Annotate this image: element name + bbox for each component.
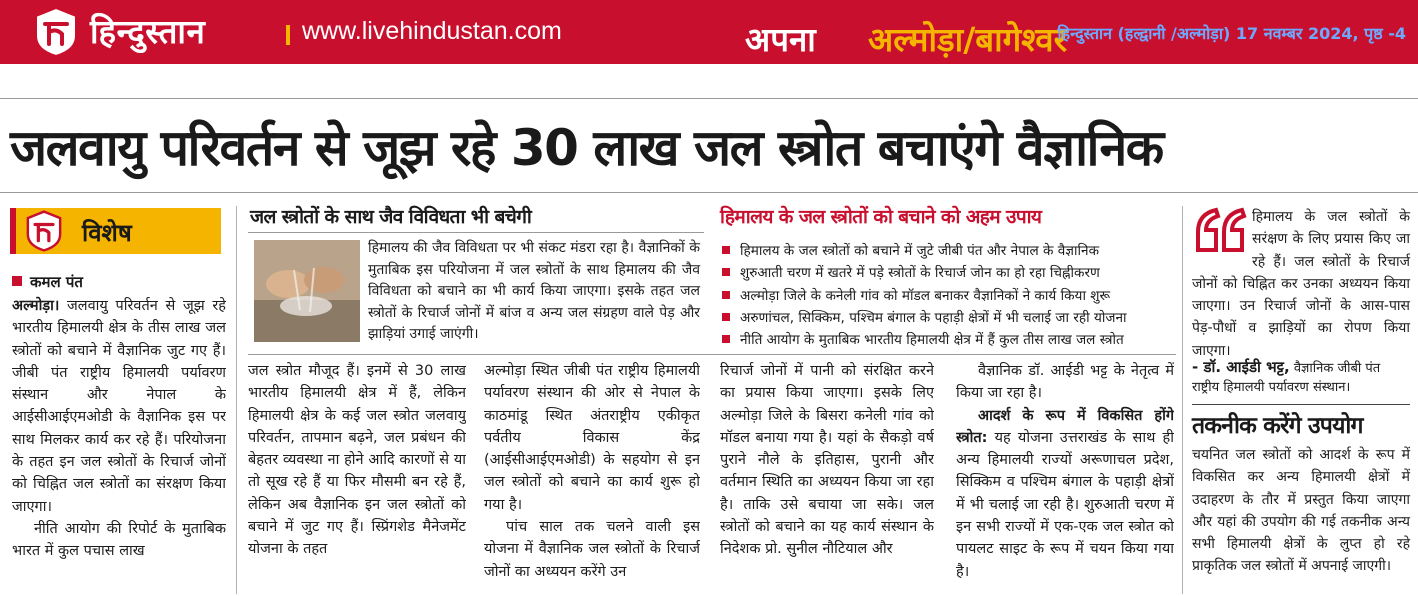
edition-name: अल्मोड़ा/बागेश्वर xyxy=(868,20,1068,59)
website-url[interactable]: www.livehindustan.com xyxy=(302,17,562,45)
column-3-text: अल्मोड़ा स्थित जीबी पंत राष्ट्रीय हिमालयी पर्यावरण संस्थान की ओर से नेपाल के काठमांडू स्थित अंतराष्ट्रीय एकीकृत पर्वतीय विकास केंद्र (आईसीआईएमओडी) के सहयोग से इन जल स्त्रोतों को बचाने का कार्य शुरू हो गया है। xyxy=(484,363,700,513)
author-name: कमल पंत xyxy=(30,273,83,291)
list-item: हिमालय के जल स्त्रोतों को बचाने में जुटे जीबी पंत और नेपाल के वैज्ञानिक xyxy=(722,240,1174,262)
list-item: नीति आयोग के मुताबिक भारतीय हिमालयी क्षेत्र में हैं कुल तीस लाख जल स्त्रोत xyxy=(722,329,1174,351)
newspaper-name: हिन्दुस्तान xyxy=(90,12,206,51)
column-divider xyxy=(1182,206,1183,594)
technology-text: चयनित जल स्त्रोतों को आदर्श के रूप में विकसित कर अन्य हिमालयी क्षेत्रों में उदाहरण के तौर में प्रस्तुत किया जाएगा और यहां की उपयोग की गई तकनीक अन्य सभी हिमालयी क्षेत्रों के लुप्त हो रहे प्राकृतिक जल स्त्रोतों में अपनाई जाएगी। xyxy=(1192,447,1410,575)
column-3-text-2: पांच साल तक चलने वाली इस योजना में वैज्ञानिक जल स्त्रोतों के रिचार्ज जोनों का अध्ययन करेंगे उन xyxy=(484,519,700,580)
column-5-subhead: आदर्श के रूप में विकसित होंगे स्त्रोत: xyxy=(956,407,1174,446)
special-badge xyxy=(10,208,221,254)
quote-rule xyxy=(1192,404,1410,405)
top-rule xyxy=(0,98,1418,99)
hindustan-logo-icon xyxy=(24,210,64,252)
badge-label: विशेष xyxy=(82,219,132,247)
list-item: अल्मोड़ा जिले के कनेली गांव को मॉडल बनाकर वैज्ञानिकों ने कार्य किया शुरू xyxy=(722,285,1174,307)
list-item: अरुणांचल, सिक्किम, पश्चिम बंगाल के पहाड़ी क्षेत्रों में भी चलाई जा रही योजना xyxy=(722,307,1174,329)
square-bullet-icon xyxy=(722,335,730,343)
square-bullet-icon xyxy=(722,268,730,276)
dateline-place: अल्मोड़ा। xyxy=(12,298,60,314)
article-column-1 xyxy=(12,295,226,593)
main-headline: जलवायु परिवर्तन से जूझ रहे 30 लाख जल स्त्रोत बचाएंगे वैज्ञानिक xyxy=(10,119,1163,177)
box-rule xyxy=(248,232,704,233)
badge-accent xyxy=(10,208,16,254)
article-column-2: जल स्त्रोत मौजूद हैं। इनमें से 30 लाख भारतीय हिमालयी क्षेत्र में हैं, लेकिन हिमालयी क्षेत्र के कई जल स्त्रोत जलवायु परिवर्तन, तापमान बढ़ने, जल प्रबंधन की बेहतर व्यवस्था ना होने आदि कारणों से या तो सूख रहे हैं या फिर मौसमी बन रहे हैं, लेकिन अब वैज्ञानिक इन जल स्त्रोतों को बचाने में जुट गए हैं। स्प्रिंगशेड मैनेजमेंट योजना के तहत xyxy=(248,363,466,558)
measures-list xyxy=(722,240,1174,351)
measures-box-title: हिमालय के जल स्त्रोतों को बचाने को अहम उपाय xyxy=(720,206,1042,228)
quote-designation: वैज्ञानिक जीबी पंत राष्ट्रीय हिमालयी पर्यावरण संस्थान। xyxy=(1192,361,1381,395)
square-bullet-icon xyxy=(722,246,730,254)
hindustan-logo-icon xyxy=(32,6,80,58)
masthead-divider xyxy=(286,25,290,45)
article-column-3 xyxy=(484,360,700,592)
water-hands-photo xyxy=(254,240,360,342)
list-item: शुरुआती चरण में खतरे में पड़े स्त्रोतों के रिचार्ज जोन का हो रहा चिह्नीकरण xyxy=(722,262,1174,284)
square-bullet-icon xyxy=(12,276,22,286)
column-divider xyxy=(236,206,237,594)
quote-text: हिमालय के जल स्त्रोतों के सरंक्षण के लिए प्रयास किए जा रहे हैं। जल स्त्रोतों के रिचार्ज जोनों को चिह्नित कर उनका अध्ययन किया जाएगा। उन रिचार्ज जोनों के आस-पास पेड़-पौधों व झाड़ियों का रोपण किया जाएगा। xyxy=(1192,209,1410,359)
technology-title: तकनीक करेंगे उपयोग xyxy=(1192,413,1363,439)
column-5-text: वैज्ञानिक डॉ. आईडी भट्ट के नेतृत्व में किया जा रहा है। xyxy=(956,363,1174,402)
dateline: हिन्दुस्तान (हल्द्वानी /अल्मोड़ा) 17 नवम्बर 2024, पृष्ठ -4 xyxy=(1057,24,1406,43)
quote-mark-icon xyxy=(1192,206,1252,254)
edition-prefix: अपना xyxy=(745,20,816,59)
biodiversity-box-title: जल स्त्रोतों के साथ जैव विविधता भी बचेगी xyxy=(250,206,532,228)
square-bullet-icon xyxy=(722,291,730,299)
article-column-5 xyxy=(956,360,1174,592)
quote-box xyxy=(1192,206,1410,362)
sidebar-bottom-rule xyxy=(248,354,1176,355)
biodiversity-box-text: हिमालय की जैव विविधता पर भी संकट मंडरा रहा है। वैज्ञानिकों के मुताबिक इस परियोजना में जल स्त्रोतों के साथ हिमालय की जैव विविधता को बचाने का भी कार्य किया जाएगा। इसके तहत जल स्त्रोतों के रिचार्ज जोनों में बांज व अन्य जल संग्रहण वाले पेड़ और झाड़ियां उगाई जाएंगी। xyxy=(368,240,700,342)
masthead xyxy=(0,0,1418,64)
quote-attribution xyxy=(1192,358,1410,397)
square-bullet-icon xyxy=(722,313,730,321)
quote-author: - डॉ. आईडी भट्ट, xyxy=(1192,358,1290,376)
column-1-text: जलवायु परिवर्तन से जूझ रहे भारतीय हिमालयी क्षेत्र के तीस लाख जल स्त्रोतों को बचाने में वैज्ञानिक जुट गए हैं। जीबी पंत राष्ट्रीय हिमालयी पर्यावरण संस्थान और नेपाल के आईसीआईएमओडी के वैज्ञानिक इस पर साथ मिलकर कार्य कर रहे हैं। परियोजना के तहत इन जल स्त्रोतों के रिचार्ज जोनों को चिह्नित जल स्त्रोतों का संरक्षण किया जाएगा। xyxy=(12,298,226,515)
article-column-4: रिचार्ज जोनों में पानी को संरक्षित करने का प्रयास किया जाएगा। इसके लिए अल्मोड़ा जिले के बिसरा कनेली गांव को मॉडल बनाया गया है। यहां के सैकड़ो वर्ष पुराने नौले के इतिहास, पुरानी और वर्तमान स्थिति का अध्ययन किया जा रहा है। ताकि उसे बचाया जा सके। जल स्त्रोतों को बचाने का यह कार्य संस्थान के निदेशक प्रो. सुनील नौटियाल और xyxy=(720,363,934,558)
column-5-text-2: यह योजना उत्तराखंड के साथ ही अन्य हिमालयी राज्यों अरूणाचल प्रदेश, सिक्किम व पश्चिम बंगाल के पहाड़ी क्षेत्रों में भी चलाई जा रही है। शुरुआती चरण में इन सभी राज्यों में एक-एक जल स्त्रोत को पायलट साइट के रूप में चयन किया गया है। xyxy=(956,429,1174,580)
headline-rule xyxy=(0,192,1418,193)
byline xyxy=(12,272,83,292)
column-1-text-2: नीति आयोग की रिपोर्ट के मुताबिक भारत में कुल पचास लाख xyxy=(12,520,226,560)
